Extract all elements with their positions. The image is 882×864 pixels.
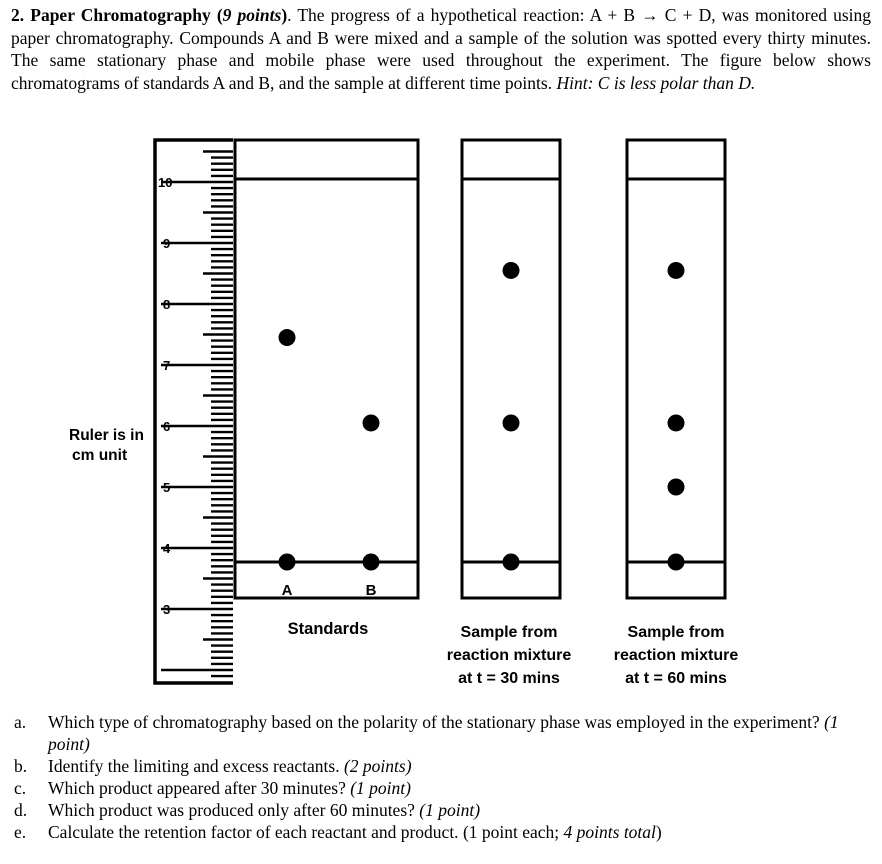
question-a xyxy=(14,711,874,755)
ruler-note-line-2: cm unit xyxy=(72,447,128,464)
caption-sample-60-line-1: Sample from xyxy=(627,624,725,641)
ruler-label: 3 xyxy=(163,602,171,617)
lane-label-a: A xyxy=(281,582,293,599)
ruler-label: 7 xyxy=(163,358,171,373)
spot-sample-30-1 xyxy=(503,262,520,279)
spot-sample-30-2 xyxy=(503,414,520,431)
caption-sample-30-line-3: at t = 30 mins xyxy=(458,670,560,687)
question-points-suffix: ) xyxy=(655,822,662,842)
ruler-ticks xyxy=(161,152,233,677)
problem-title: Paper Chromatography xyxy=(30,5,211,25)
problem-intro: 2. Paper Chromatography (9 points). The progress of a hypothetical reaction: A + B → C + D, was monitored using paper chromatography. Compounds A and B were mixed and a sample of the solution was spotted every thirty minutes. The same stationary phase and mobile phase were used throughout the experiment. The figure below shows chromatograms of standards A and B, and the sample at different time points. Hint: C is less polar than D. xyxy=(11,5,872,93)
problem-number: 2. xyxy=(11,5,25,25)
question-letter: c. xyxy=(14,778,27,798)
caption-sample-30-line-1: Sample from xyxy=(460,624,558,641)
question-points: (1 point) xyxy=(350,778,411,798)
ruler-label: 10 xyxy=(158,175,173,190)
question-list xyxy=(14,711,874,843)
spot-sample-60-2 xyxy=(668,414,685,431)
question-text: Which product appeared after 30 minutes? xyxy=(48,778,346,798)
question-letter: b. xyxy=(14,756,28,776)
caption-sample-30-line-2: reaction mixture xyxy=(446,647,572,664)
spot-sample-60-1 xyxy=(668,262,685,279)
question-points-prefix: (1 point each; xyxy=(462,822,560,842)
question-d xyxy=(14,799,874,821)
question-text: Which product was produced only after 60 minutes? xyxy=(48,800,415,820)
spot-sample-60-3 xyxy=(668,479,685,496)
caption-standards: Standards xyxy=(287,620,369,638)
question-letter: e. xyxy=(14,822,27,842)
question-points-italic: 4 points total xyxy=(563,822,656,842)
problem-hint: Hint: C is less polar than D. xyxy=(556,72,756,93)
question-text: Which type of chromatography based on the polarity of the stationary phase was employed in the experiment? xyxy=(48,712,820,732)
question-text: Calculate the retention factor of each reactant and product. xyxy=(48,822,459,842)
plate-standards xyxy=(235,140,418,599)
question-text: Identify the limiting and excess reactants. xyxy=(48,756,340,776)
ruler-label: 4 xyxy=(163,541,171,556)
question-points: (2 points) xyxy=(343,756,412,776)
plate-sample-60 xyxy=(627,140,725,598)
ruler-label: 8 xyxy=(163,297,171,312)
spot-standard-b xyxy=(363,414,380,431)
ruler-note-line-1: Ruler is in xyxy=(69,427,144,444)
question-e xyxy=(14,821,874,843)
question-letter: d. xyxy=(14,800,28,820)
ruler-label: 9 xyxy=(163,236,171,251)
question-points: (1 point) xyxy=(419,800,481,820)
plate-sample-30-outline xyxy=(462,140,560,598)
spot-origin-a xyxy=(279,554,296,571)
spot-origin-b xyxy=(363,554,380,571)
caption-sample-60-line-3: at t = 60 mins xyxy=(625,670,727,687)
ruler-label: 6 xyxy=(163,419,171,434)
question-b xyxy=(14,755,874,777)
problem-text: The progress of a hypothetical reaction: A + B → C + D, was monitored using paper chromatography. Compounds A and B were mixed and a sample of the solution was spotted every thirty minutes. The same stationary phase and mobile phase were used throughout the experiment. The figure below shows chromatograms of standards A and B, and the sample at different time points. xyxy=(11,5,872,93)
ruler-label: 5 xyxy=(163,480,171,495)
caption-sample-60-line-2: reaction mixture xyxy=(613,647,739,664)
ruler-labels xyxy=(158,175,172,617)
spot-origin xyxy=(668,554,685,571)
plate-standards-outline xyxy=(235,140,418,598)
lane-label-b: B xyxy=(365,582,377,599)
plate-sample-60-outline xyxy=(627,140,725,598)
plate-sample-30 xyxy=(462,140,560,598)
ruler xyxy=(155,140,233,683)
spot-origin xyxy=(503,554,520,571)
problem-points: 9 points xyxy=(222,5,282,25)
question-c xyxy=(14,777,874,799)
question-points: (1 point) xyxy=(48,712,839,754)
spot-standard-a xyxy=(279,329,296,346)
question-letter: a. xyxy=(14,712,27,732)
